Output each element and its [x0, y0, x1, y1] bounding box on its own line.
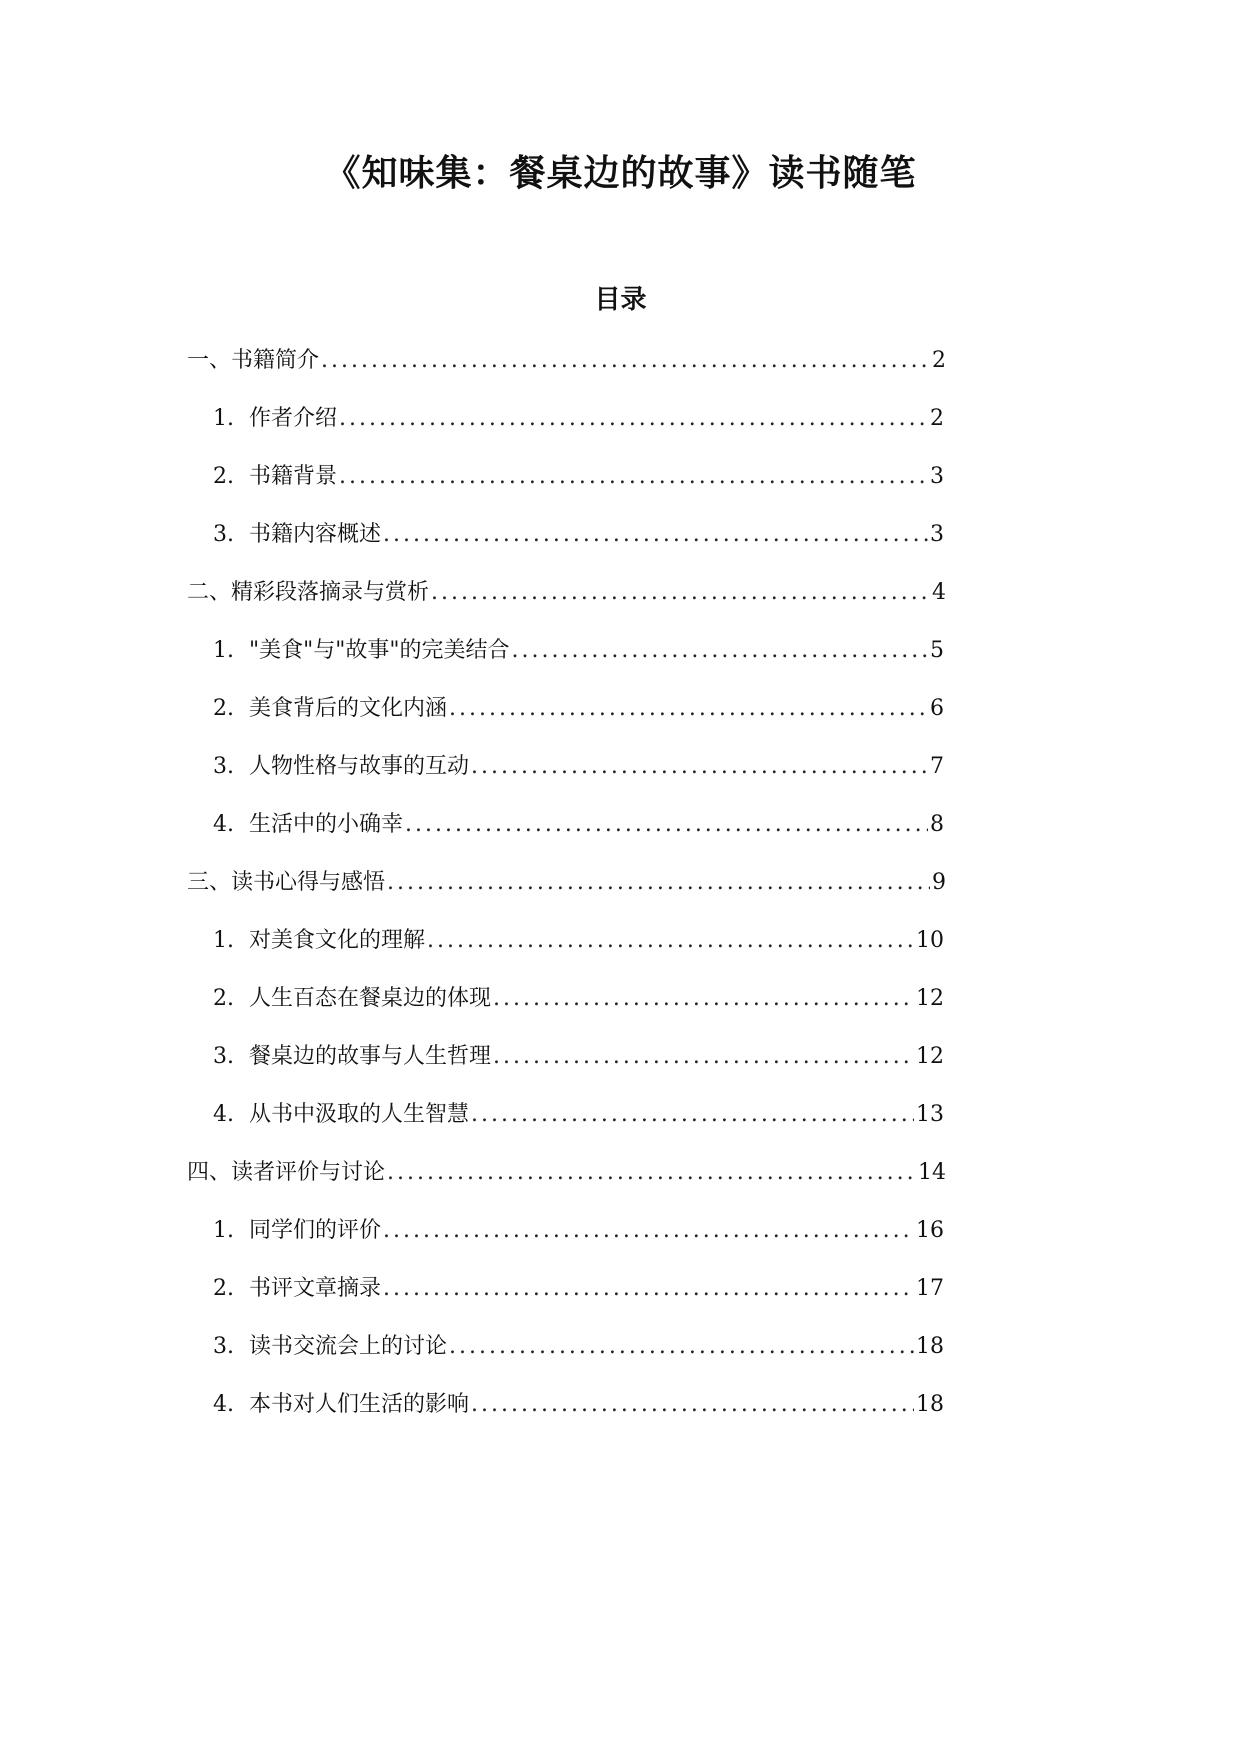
- toc-heading: 目录: [594, 285, 647, 315]
- toc-entry-number: 1.: [213, 406, 234, 431]
- toc-page-number: 9: [932, 870, 946, 895]
- toc-entry-title: 二、精彩段落摘录与赏析: [187, 580, 430, 605]
- toc-dot-leader: [471, 752, 928, 782]
- toc-dot-leader: [339, 462, 928, 492]
- toc-entry-number: 4.: [213, 812, 234, 837]
- toc-subsection-entry[interactable]: [213, 694, 944, 724]
- toc-dot-leader: [321, 346, 930, 376]
- toc-dot-leader: [387, 1158, 916, 1188]
- toc-entry-title: 人生百态在餐桌边的体现: [249, 986, 492, 1011]
- toc-entry-title: 书籍背景: [249, 464, 338, 489]
- toc-entry-number: 1.: [213, 638, 234, 663]
- toc-subsection-entry[interactable]: [213, 1274, 944, 1304]
- toc-dot-leader: [339, 404, 928, 434]
- toc-page-number: 13: [916, 1102, 944, 1127]
- toc-page-number: 4: [932, 580, 946, 605]
- toc-entry-number: 3.: [213, 1334, 234, 1359]
- toc-entry-number: 3.: [213, 754, 234, 779]
- toc-subsection-entry[interactable]: [213, 404, 944, 434]
- document-title: 《知味集：餐桌边的故事》读书随笔: [324, 152, 917, 194]
- toc-dot-leader: [383, 1274, 914, 1304]
- toc-entry-title: 四、读者评价与讨论: [187, 1160, 386, 1185]
- toc-entry-title: 作者介绍: [249, 406, 338, 431]
- toc-page-number: 2: [932, 348, 946, 373]
- toc-subsection-entry[interactable]: [213, 1332, 944, 1362]
- toc-dot-leader: [383, 1216, 914, 1246]
- toc-entry-number: 1.: [213, 928, 234, 953]
- toc-entry-title: 餐桌边的故事与人生哲理: [249, 1044, 492, 1069]
- toc-entry-number: 3.: [213, 1044, 234, 1069]
- toc-dot-leader: [511, 636, 928, 666]
- toc-entry-title: 对美食文化的理解: [249, 928, 426, 953]
- toc-page-number: 18: [916, 1334, 944, 1359]
- toc-entry-title: 一、书籍简介: [187, 348, 320, 373]
- toc-entry-number: 4.: [213, 1392, 234, 1417]
- toc-entry-title: 人物性格与故事的互动: [249, 754, 470, 779]
- toc-section-entry[interactable]: [187, 1158, 946, 1188]
- toc-dot-leader: [387, 868, 930, 898]
- toc-page-number: 12: [916, 1044, 944, 1069]
- toc-dot-leader: [427, 926, 914, 956]
- toc-entry-title: 美食背后的文化内涵: [249, 696, 448, 721]
- toc-entry-number: 2.: [213, 464, 234, 489]
- toc-entry-number: 2.: [213, 1276, 234, 1301]
- toc-dot-leader: [431, 578, 930, 608]
- toc-subsection-entry[interactable]: [213, 1216, 944, 1246]
- toc-section-entry[interactable]: [187, 346, 946, 376]
- toc-entry-title: 读书交流会上的讨论: [249, 1334, 448, 1359]
- toc-subsection-entry[interactable]: [213, 984, 944, 1014]
- toc-entry-title: 书籍内容概述: [249, 522, 382, 547]
- toc-subsection-entry[interactable]: [213, 1390, 944, 1420]
- toc-entry-title: 三、读书心得与感悟: [187, 870, 386, 895]
- toc-dot-leader: [383, 520, 928, 550]
- toc-subsection-entry[interactable]: [213, 752, 944, 782]
- toc-subsection-entry[interactable]: [213, 636, 944, 666]
- toc-entry-title: 从书中汲取的人生智慧: [249, 1102, 470, 1127]
- toc-entry-title: 本书对人们生活的影响: [249, 1392, 470, 1417]
- toc-entry-number: 2.: [213, 986, 234, 1011]
- toc-page-number: 5: [930, 638, 944, 663]
- toc-dot-leader: [449, 1332, 914, 1362]
- toc-section-entry[interactable]: [187, 578, 946, 608]
- toc-page-number: 2: [930, 406, 944, 431]
- toc-page-number: 3: [930, 522, 944, 547]
- toc-dot-leader: [471, 1100, 914, 1130]
- toc-subsection-entry[interactable]: [213, 810, 944, 840]
- toc-page-number: 3: [930, 464, 944, 489]
- toc-entry-title: 书评文章摘录: [249, 1276, 382, 1301]
- toc-page-number: 10: [916, 928, 944, 953]
- toc-entry-number: 4.: [213, 1102, 234, 1127]
- toc-subsection-entry[interactable]: [213, 1042, 944, 1072]
- toc-page-number: 14: [918, 1160, 946, 1185]
- toc-entry-number: 1.: [213, 1218, 234, 1243]
- toc-page-number: 8: [930, 812, 944, 837]
- toc-dot-leader: [405, 810, 928, 840]
- toc-page-number: 17: [916, 1276, 944, 1301]
- toc-dot-leader: [493, 1042, 914, 1072]
- toc-page-number: 18: [916, 1392, 944, 1417]
- toc-subsection-entry[interactable]: [213, 462, 944, 492]
- toc-dot-leader: [471, 1390, 914, 1420]
- toc-entry-number: 3.: [213, 522, 234, 547]
- toc-entry-number: 2.: [213, 696, 234, 721]
- toc-page-number: 6: [930, 696, 944, 721]
- toc-dot-leader: [493, 984, 914, 1014]
- toc-page-number: 12: [916, 986, 944, 1011]
- toc-section-entry[interactable]: [187, 868, 946, 898]
- toc-page-number: 7: [930, 754, 944, 779]
- toc-entry-title: 同学们的评价: [249, 1218, 382, 1243]
- toc-subsection-entry[interactable]: [213, 1100, 944, 1130]
- toc-subsection-entry[interactable]: [213, 926, 944, 956]
- toc-entry-title: "美食"与"故事"的完美结合: [249, 638, 510, 663]
- toc-entry-title: 生活中的小确幸: [249, 812, 404, 837]
- toc-dot-leader: [449, 694, 928, 724]
- toc-page-number: 16: [916, 1218, 944, 1243]
- toc-subsection-entry[interactable]: [213, 520, 944, 550]
